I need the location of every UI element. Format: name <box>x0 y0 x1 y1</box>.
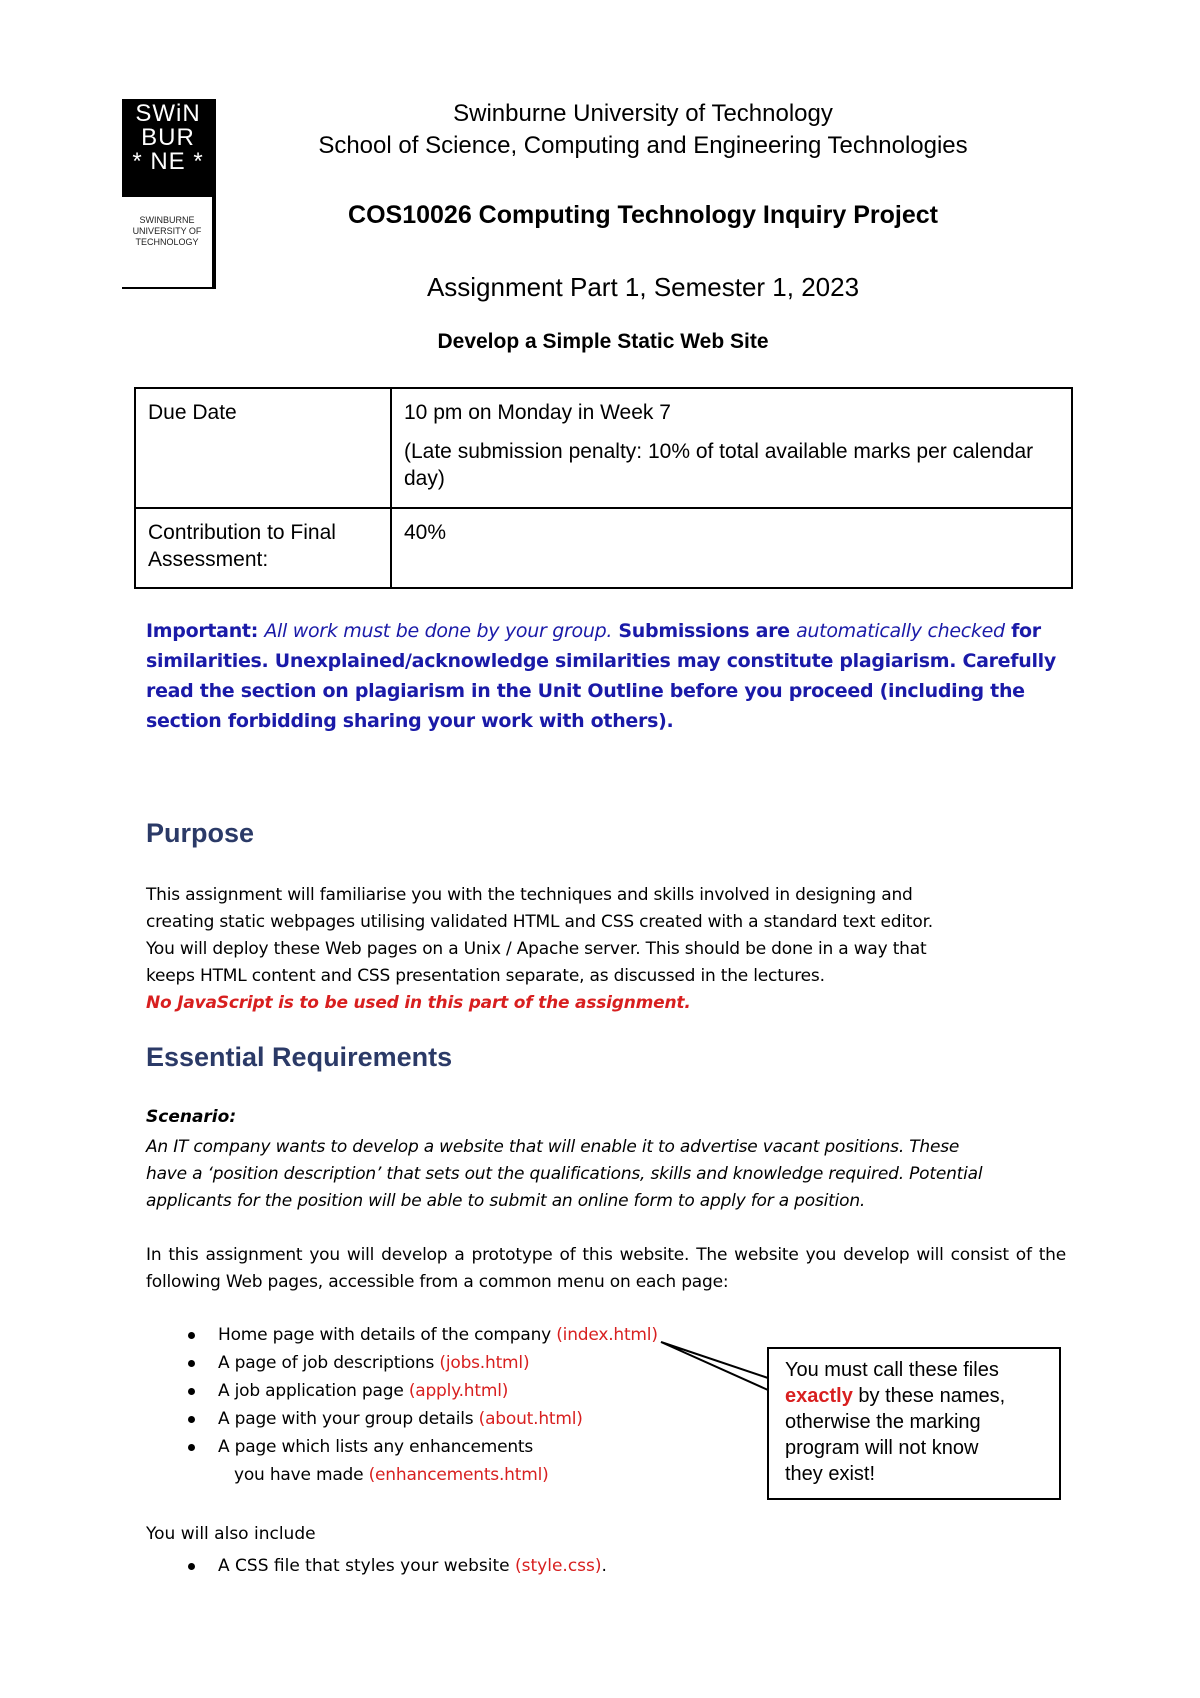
file-name: (enhancements.html) <box>368 1465 549 1485</box>
table-row <box>135 508 1072 588</box>
scenario-line: applicants for the position will be able to submit an online form to apply for a position. <box>146 1191 866 1211</box>
purpose-heading: Purpose <box>146 818 255 848</box>
assignment-title: Assignment Part 1, Semester 1, 2023 <box>426 272 860 302</box>
important-text-1: Submissions are <box>618 620 790 642</box>
file-name: (style.css) <box>515 1556 602 1576</box>
scenario-line: An IT company wants to develop a website that will enable it to advertise vacant positions. These <box>146 1137 960 1157</box>
due-date-cell <box>391 388 1072 508</box>
important-label: Important: <box>146 620 259 642</box>
scenario-text <box>146 1134 1066 1215</box>
important-notice <box>146 616 1076 736</box>
school-name: School of Science, Computing and Engineering Technologies <box>318 132 968 159</box>
callout-emphasis: exactly <box>785 1385 853 1407</box>
callout-line: You must call these files <box>785 1359 999 1381</box>
sentence-end: . <box>601 1556 607 1576</box>
file-name: (apply.html) <box>408 1381 509 1401</box>
file-description: A page with your group details <box>218 1409 474 1429</box>
logo-line: SWiN <box>135 100 201 127</box>
file-name: (about.html) <box>478 1409 583 1429</box>
callout-text: by these names, <box>858 1385 1006 1407</box>
no-javascript-warning: No JavaScript is to be used in this part of the assignment. <box>146 993 691 1013</box>
file-description: A page of job descriptions <box>218 1353 435 1373</box>
university-name: Swinburne University of Technology <box>453 100 833 127</box>
also-include-label: You will also include <box>146 1524 316 1544</box>
due-date-label: Due Date <box>135 388 391 508</box>
callout-pointer-shape <box>661 1342 768 1390</box>
late-penalty-note: (Late submission penalty: 10% of total available marks per calendar day) <box>404 440 1034 490</box>
css-file-list <box>180 1552 607 1580</box>
course-title: COS10026 Computing Technology Inquiry Project <box>348 201 938 229</box>
file-description: A job application page <box>218 1381 404 1401</box>
scenario-line: have a ‘position description’ that sets out the qualifications, skills and knowledge required. Potential <box>146 1164 983 1184</box>
info-table <box>134 387 1073 589</box>
logo-line: * NE * <box>132 148 204 175</box>
file-name: (index.html) <box>556 1325 658 1345</box>
important-italic-2: automatically checked <box>796 620 1005 642</box>
list-item <box>180 1377 658 1405</box>
list-item <box>180 1433 658 1461</box>
list-item-continuation <box>180 1461 658 1489</box>
website-intro: In this assignment you will develop a prototype of this website. The website you develop will consist of the following Web pages, accessible from a common menu on each page: <box>146 1245 1066 1292</box>
list-item <box>180 1349 658 1377</box>
callout-line: program will not know <box>785 1437 979 1459</box>
swinburne-logo <box>122 99 216 289</box>
logo-line: BUR <box>141 124 195 151</box>
purpose-line: creating static webpages utilising validated HTML and CSS created with a standard text editor. <box>146 912 933 932</box>
file-name: (jobs.html) <box>439 1353 530 1373</box>
logo-caption <box>122 197 212 287</box>
callout-line <box>785 1383 1043 1409</box>
contribution-value: 40% <box>391 508 1072 588</box>
due-date-value: 10 pm on Monday in Week 7 <box>404 401 671 424</box>
essential-requirements-heading: Essential Requirements <box>146 1042 453 1072</box>
list-item <box>180 1552 607 1580</box>
callout-line: they exist! <box>785 1463 876 1485</box>
list-item <box>180 1321 658 1349</box>
required-files-list <box>180 1321 658 1489</box>
table-row <box>135 388 1072 508</box>
purpose-line: This assignment will familiarise you with the techniques and skills involved in designing and <box>146 885 913 905</box>
logo-wordmark <box>122 99 214 198</box>
purpose-line: You will deploy these Web pages on a Unix / Apache server. This should be done in a way that <box>146 939 927 959</box>
file-description: A page which lists any enhancements <box>218 1437 534 1457</box>
file-description: A CSS file that styles your website <box>218 1556 510 1576</box>
logo-caption-line: TECHNOLOGY <box>135 237 199 247</box>
file-description: Home page with details of the company <box>218 1325 552 1345</box>
logo-caption-line: UNIVERSITY OF <box>132 226 202 236</box>
file-naming-callout <box>767 1347 1061 1500</box>
important-italic-1: All work must be done by your group. <box>264 620 613 642</box>
list-item <box>180 1405 658 1433</box>
purpose-line: keeps HTML content and CSS presentation separate, as discussed in the lectures. <box>146 966 825 986</box>
logo-caption-line: SWINBURNE <box>139 215 195 225</box>
callout-line: otherwise the marking <box>785 1411 981 1433</box>
file-description: you have made <box>234 1465 364 1485</box>
assignment-subtitle: Develop a Simple Static Web Site <box>437 330 769 353</box>
scenario-label: Scenario: <box>146 1107 237 1127</box>
contribution-label: Contribution to Final Assessment: <box>135 508 391 588</box>
important-text-2: for similarities. Unexplained/acknowledge similarities may constitute plagiarism. Carefully read the section on plagiarism in the Unit Outline before you proceed (including the section forbidding sharing your work with others). <box>146 620 1056 732</box>
purpose-paragraph <box>146 882 1066 1017</box>
